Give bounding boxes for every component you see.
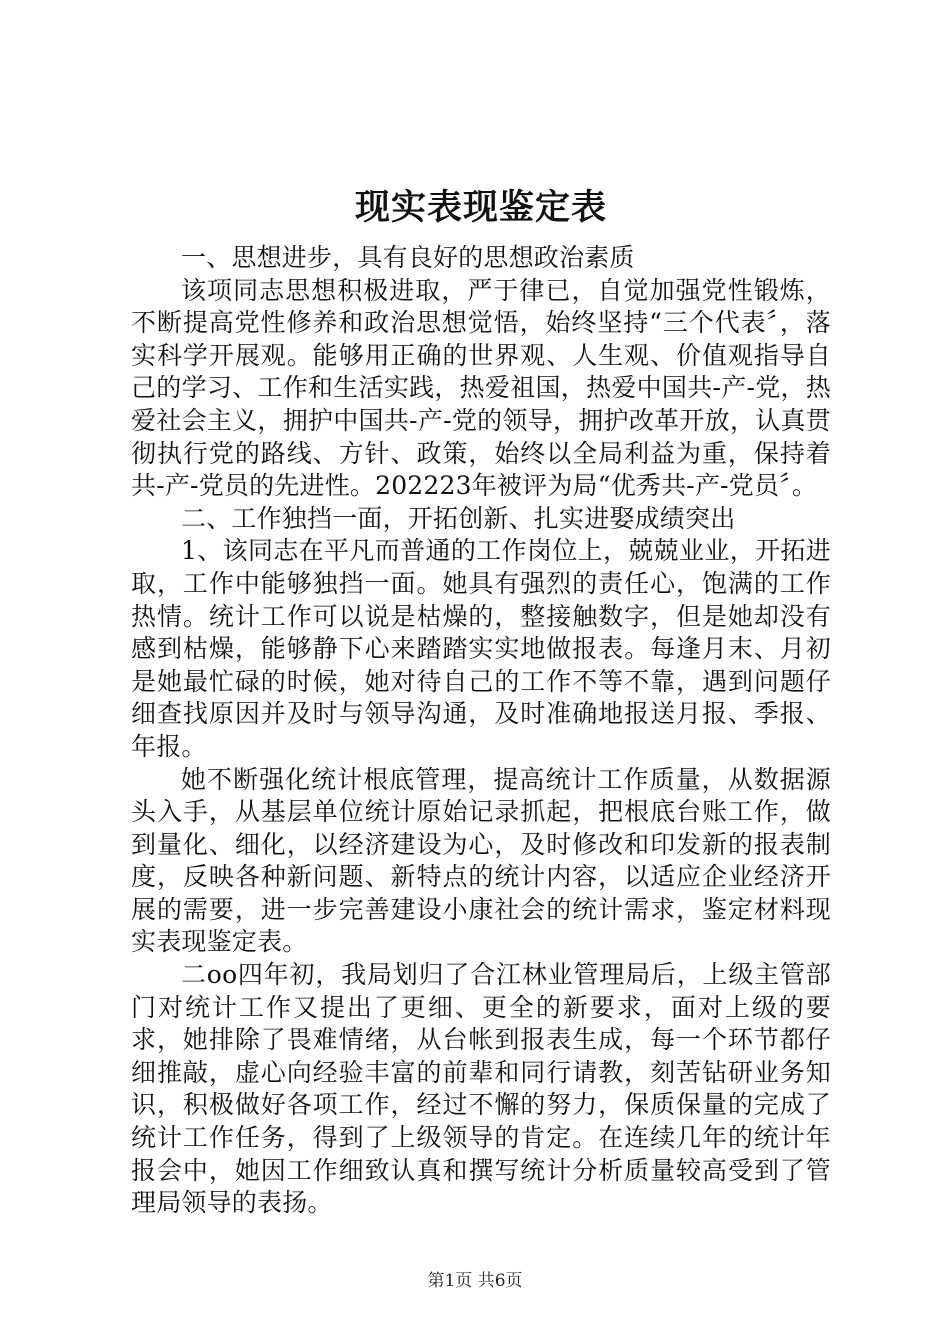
- paragraph: 1、该同志在平凡而普通的工作岗位上，兢兢业业，开拓进取，工作中能够独挡一面。她具有强烈的责任心，饱满的工作热情。统计工作可以说是枯燥的，整接触数字，但是她却没有感到枯燥，能够静下心来踏踏实实地做报表。每逢月末、月初是她最忙碌的时候，她对待自己的工作不等不靠，遇到问题仔细查找原因并及时与领导沟通，及时准确地报送月报、季报、年报。: [131, 536, 831, 761]
- page-number-footer: 第1页 共6页: [427, 1271, 523, 1291]
- document-title: 现实表现鉴定表: [354, 187, 607, 228]
- section-heading-2: 二、工作独挡一面，开拓创新、扎实进娶成绩突出: [181, 503, 736, 533]
- paragraph: 她不断强化统计根底管理，提高统计工作质量，从数据源头入手，从基层单位统计原始记录抓起，把根底台账工作，做到量化、细化，以经济建设为心，及时修改和印发新的报表制度，反映各种新问题、新特点的统计内容，以适应企业经济开展的需要，进一步完善建设小康社会的统计需求，鉴定材料现实表现鉴定表。: [131, 764, 831, 957]
- paragraph: 该项同志思想积极进取，严于律已，自觉加强党性锻炼，不断提高党性修养和政治思想觉悟，始终坚持“三个代表〞，落实科学开展观。能够用正确的世界观、人生观、价值观指导自己的学习、工作和生活实践，热爱祖国，热爱中国共-产-党，热爱社会主义，拥护中国共-产-党的领导，拥护改革开放，认真贯彻执行党的路线、方针、政策，始终以全局利益为重，保持着共-产-党员的先进性。202223年被评为局“优秀共-产-党员〞。: [131, 275, 831, 501]
- paragraph: 二oo四年初，我局划归了合江林业管理局后，上级主管部门对统计工作又提出了更细、更全的新要求，面对上级的要求，她排除了畏难情绪，从台帐到报表生成，每一个环节都仔细推敲，虚心向经验丰富的前辈和同行请教，刻苦钻研业务知识，积极做好各项工作，经过不懈的努力，保质保量的完成了统计工作任务，得到了上级领导的肯定。在连续几年的统计年报会中，她因工作细致认真和撰写统计分析质量较高受到了管理局领导的表扬。: [131, 960, 831, 1218]
- document-body: [131, 180, 831, 1220]
- section-heading-1: 一、思想进步，具有良好的思想政治素质: [181, 243, 635, 272]
